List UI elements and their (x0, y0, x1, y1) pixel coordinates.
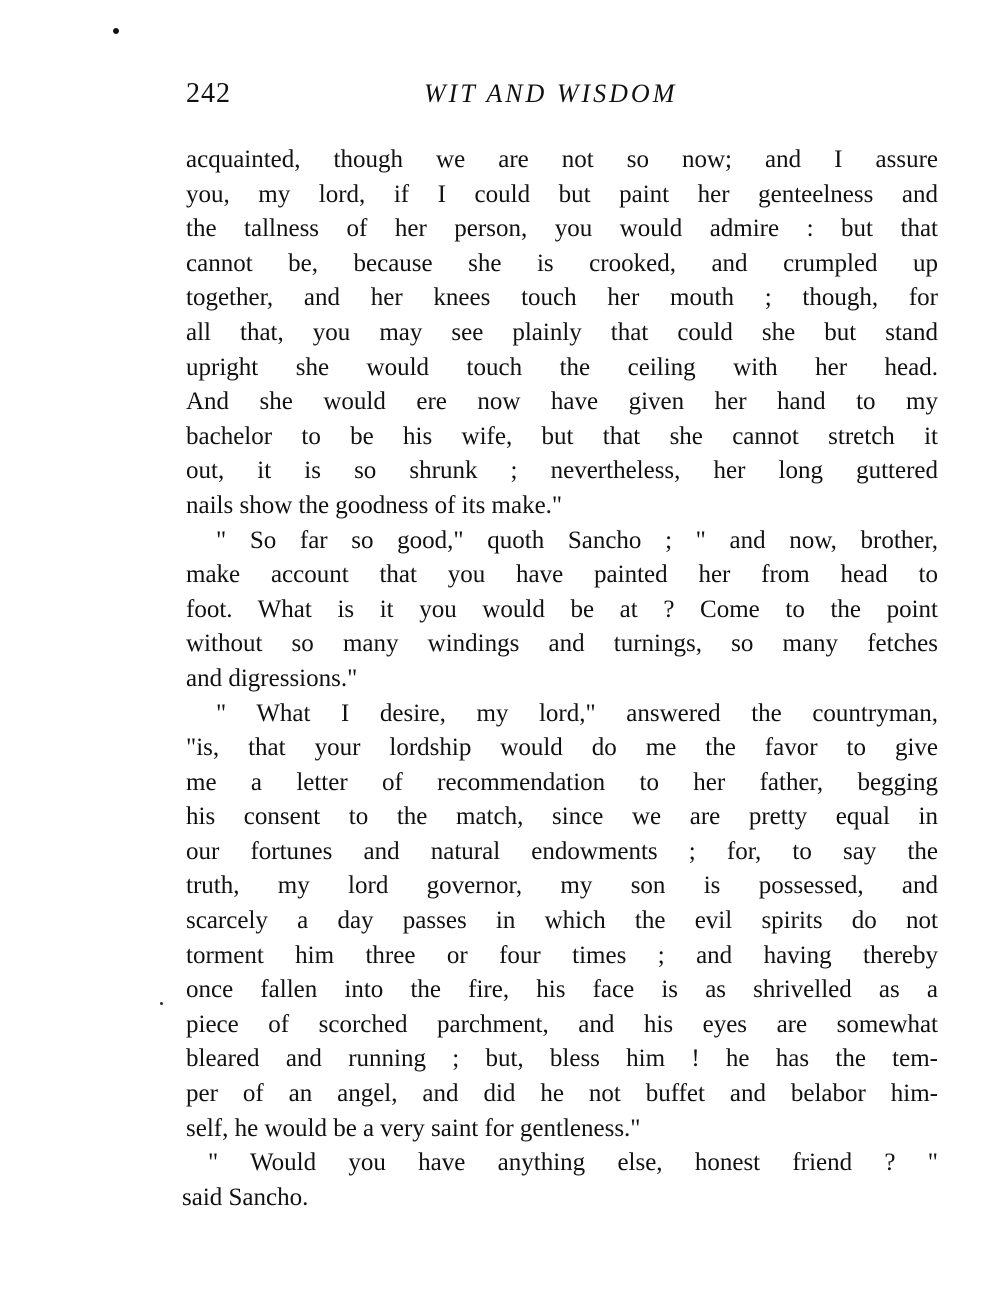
text-line: without so many windings and turnings, so many fetches (186, 630, 938, 658)
text-line: all that, you may see plainly that could she but stand (186, 318, 938, 346)
text-line: self, he would be a very saint for gentleness." (186, 1114, 641, 1142)
text-line: cannot be, because she is crooked, and crumpled up (186, 249, 938, 277)
text-line: scarcely a day passes in which the evil spirits do not (186, 907, 938, 935)
text-line: once fallen into the fire, his face is as shrivelled as a (186, 976, 938, 1004)
text-line: upright she would touch the ceiling with her head. (186, 353, 938, 381)
text-line: acquainted, though we are not so now; and I assure (186, 146, 938, 173)
page-header (186, 74, 938, 114)
text-line: the tallness of her person, you would admire : but that (186, 215, 938, 243)
text-line: foot. What is it you would be at ? Come to the point (186, 595, 938, 623)
text-line: " Would you have anything else, honest friend ? " (208, 1149, 938, 1177)
text-line: bachelor to be his wife, but that she cannot stretch it (186, 422, 938, 450)
ink-speck (160, 1002, 163, 1005)
page-number: 242 (186, 78, 231, 109)
text-line: out, it is so shrunk ; nevertheless, her long guttered (186, 457, 938, 485)
text-line: said Sancho. (182, 1183, 309, 1211)
text-line: our fortunes and natural endowments ; for, to say the (186, 837, 938, 865)
text-line: torment him three or four times ; and having thereby (186, 941, 938, 969)
ink-speck (113, 28, 119, 34)
text-line: make account that you have painted her from head to (186, 561, 938, 589)
text-line: And she would ere now have given her hand to my (186, 388, 938, 416)
text-line: and digressions." (186, 664, 358, 692)
running-head: WIT AND WISDOM (424, 79, 678, 108)
text-line: piece of scorched parchment, and his eyes are somewhat (186, 1010, 938, 1038)
text-line: " What I desire, my lord," answered the countryman, (216, 699, 938, 727)
text-line: me a letter of recommendation to her father, begging (186, 768, 938, 796)
text-line: together, and her knees touch her mouth ; though, for (186, 284, 938, 312)
text-line: per of an angel, and did he not buffet and belabor him- (186, 1080, 938, 1108)
text-line: bleared and running ; but, bless him ! he has the tem- (186, 1045, 938, 1073)
text-line: truth, my lord governor, my son is possessed, and (186, 872, 938, 900)
text-line: you, my lord, if I could but paint her genteelness and (186, 180, 938, 208)
text-line: "is, that your lordship would do me the favor to give (186, 734, 938, 762)
text-line: his consent to the match, since we are pretty equal in (186, 803, 938, 831)
text-line: nails show the goodness of its make." (186, 491, 563, 519)
text-line: " So far so good," quoth Sancho ; " and now, brother, (216, 526, 938, 554)
body-text (182, 143, 938, 1215)
